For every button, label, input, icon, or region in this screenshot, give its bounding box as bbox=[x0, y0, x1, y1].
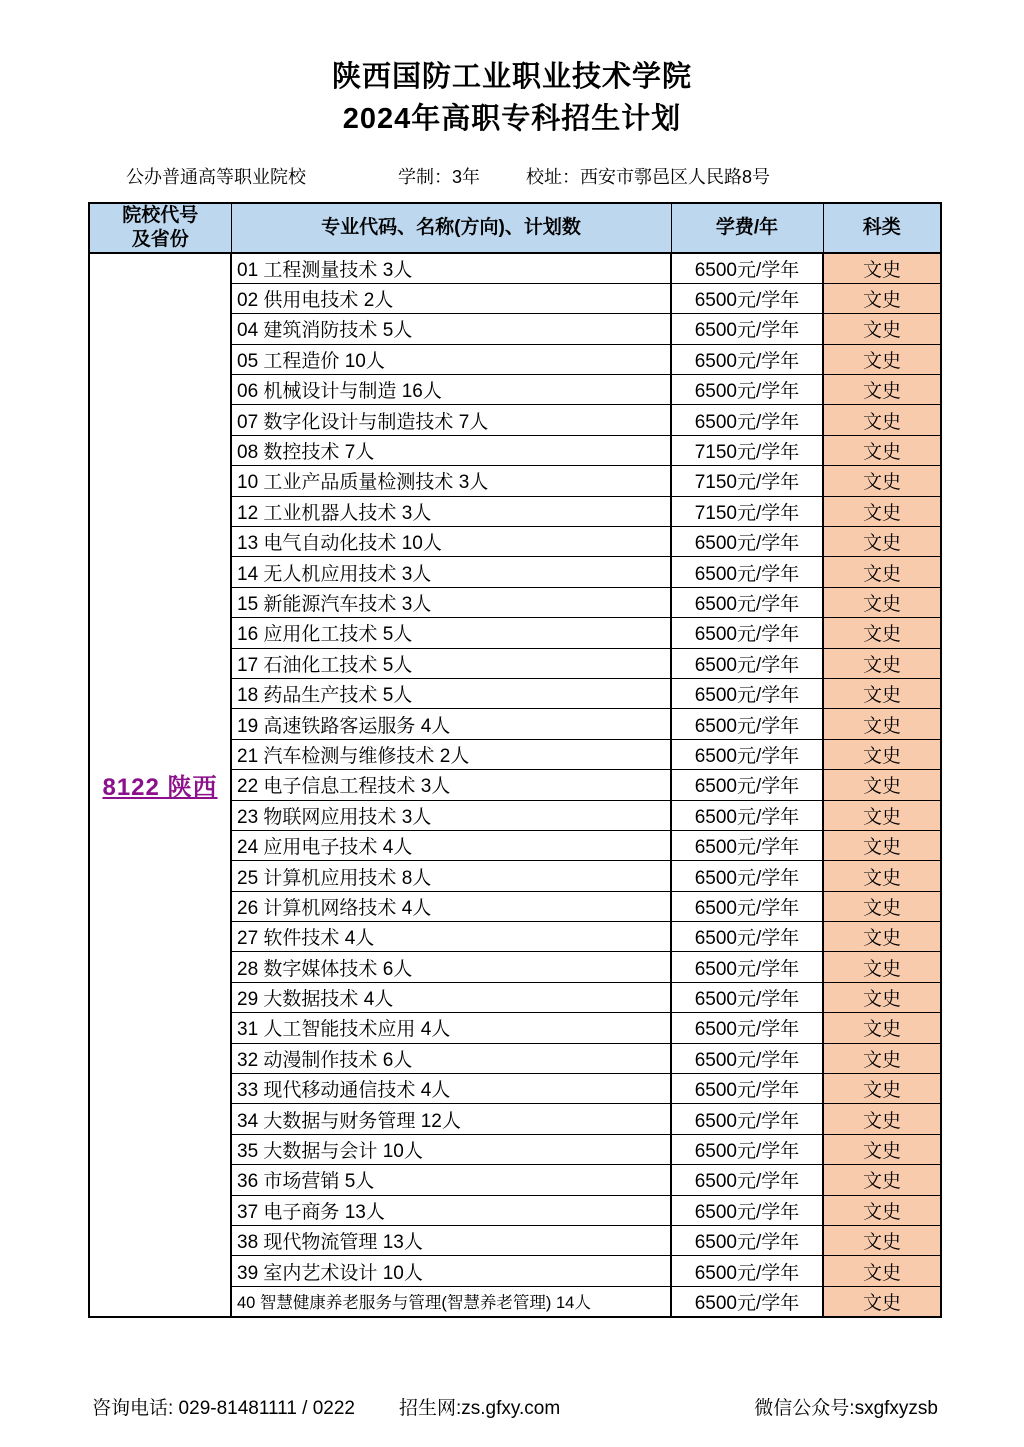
column-header-major: 专业代码、名称(方向)、计划数 bbox=[231, 203, 671, 253]
fee-cell: 6500元/学年 bbox=[671, 314, 823, 344]
major-cell: 19 高速铁路客运服务 4人 bbox=[231, 709, 671, 739]
major-cell: 22 电子信息工程技术 3人 bbox=[231, 770, 671, 800]
school-info-line bbox=[126, 165, 1024, 189]
fee-cell: 6500元/学年 bbox=[671, 527, 823, 557]
category-cell: 文史 bbox=[823, 1134, 941, 1164]
major-cell: 18 药品生产技术 5人 bbox=[231, 678, 671, 708]
major-cell: 05 工程造价 10人 bbox=[231, 344, 671, 374]
major-cell: 39 室内艺术设计 10人 bbox=[231, 1256, 671, 1286]
major-cell: 04 建筑消防技术 5人 bbox=[231, 314, 671, 344]
major-cell: 12 工业机器人技术 3人 bbox=[231, 496, 671, 526]
fee-cell: 6500元/学年 bbox=[671, 678, 823, 708]
major-cell: 32 动漫制作技术 6人 bbox=[231, 1043, 671, 1073]
major-cell: 10 工业产品质量检测技术 3人 bbox=[231, 466, 671, 496]
fee-cell: 6500元/学年 bbox=[671, 587, 823, 617]
fee-cell: 6500元/学年 bbox=[671, 557, 823, 587]
category-cell: 文史 bbox=[823, 861, 941, 891]
major-cell: 17 石油化工技术 5人 bbox=[231, 648, 671, 678]
major-cell: 36 市场营销 5人 bbox=[231, 1165, 671, 1195]
category-cell: 文史 bbox=[823, 709, 941, 739]
major-cell: 01 工程测量技术 3人 bbox=[231, 253, 671, 283]
page-footer bbox=[92, 1393, 938, 1420]
category-cell: 文史 bbox=[823, 1043, 941, 1073]
fee-cell: 6500元/学年 bbox=[671, 709, 823, 739]
school-address-label: 校址：西安市鄠邑区人民路8号 bbox=[526, 167, 771, 187]
fee-cell: 6500元/学年 bbox=[671, 1104, 823, 1134]
fee-cell: 6500元/学年 bbox=[671, 952, 823, 982]
category-cell: 文史 bbox=[823, 435, 941, 465]
major-cell: 06 机械设计与制造 16人 bbox=[231, 375, 671, 405]
category-cell: 文史 bbox=[823, 678, 941, 708]
major-cell: 08 数控技术 7人 bbox=[231, 435, 671, 465]
fee-cell: 6500元/学年 bbox=[671, 891, 823, 921]
fee-cell: 7150元/学年 bbox=[671, 496, 823, 526]
category-cell: 文史 bbox=[823, 1286, 941, 1316]
category-cell: 文史 bbox=[823, 1226, 941, 1256]
page-title: 陕西国防工业职业技术学院 bbox=[331, 61, 692, 93]
category-cell: 文史 bbox=[823, 1195, 941, 1225]
fee-cell: 6500元/学年 bbox=[671, 861, 823, 891]
category-cell: 文史 bbox=[823, 1256, 941, 1286]
column-header-college-code-line1: 院校代号 bbox=[122, 205, 199, 226]
fee-cell: 6500元/学年 bbox=[671, 405, 823, 435]
title-block bbox=[0, 0, 1024, 140]
table-header-row bbox=[89, 203, 941, 253]
major-cell: 34 大数据与财务管理 12人 bbox=[231, 1104, 671, 1134]
fee-cell: 6500元/学年 bbox=[671, 1074, 823, 1104]
college-code-link[interactable]: 8122 陕西 bbox=[102, 774, 218, 802]
major-cell: 15 新能源汽车技术 3人 bbox=[231, 587, 671, 617]
fee-cell: 6500元/学年 bbox=[671, 922, 823, 952]
school-type-label: 公办普通高等职业院校 bbox=[126, 167, 306, 187]
fee-cell: 7150元/学年 bbox=[671, 435, 823, 465]
column-header-college-code-line2: 及省份 bbox=[131, 229, 189, 250]
fee-cell: 7150元/学年 bbox=[671, 466, 823, 496]
category-cell: 文史 bbox=[823, 527, 941, 557]
category-cell: 文史 bbox=[823, 557, 941, 587]
fee-cell: 6500元/学年 bbox=[671, 375, 823, 405]
major-cell: 14 无人机应用技术 3人 bbox=[231, 557, 671, 587]
major-cell: 29 大数据技术 4人 bbox=[231, 982, 671, 1012]
admission-plan-table bbox=[88, 202, 942, 1318]
category-cell: 文史 bbox=[823, 891, 941, 921]
fee-cell: 6500元/学年 bbox=[671, 283, 823, 313]
fee-cell: 6500元/学年 bbox=[671, 1286, 823, 1316]
admission-website: 招生网:zs.gfxy.com bbox=[399, 1398, 561, 1419]
category-cell: 文史 bbox=[823, 253, 941, 283]
category-cell: 文史 bbox=[823, 1074, 941, 1104]
category-cell: 文史 bbox=[823, 283, 941, 313]
fee-cell: 6500元/学年 bbox=[671, 800, 823, 830]
major-cell: 27 软件技术 4人 bbox=[231, 922, 671, 952]
category-cell: 文史 bbox=[823, 375, 941, 405]
category-cell: 文史 bbox=[823, 496, 941, 526]
category-cell: 文史 bbox=[823, 618, 941, 648]
fee-cell: 6500元/学年 bbox=[671, 1165, 823, 1195]
fee-cell: 6500元/学年 bbox=[671, 830, 823, 860]
major-cell: 23 物联网应用技术 3人 bbox=[231, 800, 671, 830]
major-cell: 31 人工智能技术应用 4人 bbox=[231, 1013, 671, 1043]
fee-cell: 6500元/学年 bbox=[671, 648, 823, 678]
category-cell: 文史 bbox=[823, 770, 941, 800]
major-cell: 28 数字媒体技术 6人 bbox=[231, 952, 671, 982]
major-cell: 07 数字化设计与制造技术 7人 bbox=[231, 405, 671, 435]
fee-cell: 6500元/学年 bbox=[671, 1226, 823, 1256]
major-cell: 25 计算机应用技术 8人 bbox=[231, 861, 671, 891]
fee-cell: 6500元/学年 bbox=[671, 1195, 823, 1225]
wechat-account: 微信公众号:sxgfxyzsb bbox=[754, 1398, 938, 1419]
category-cell: 文史 bbox=[823, 1013, 941, 1043]
category-cell: 文史 bbox=[823, 314, 941, 344]
major-cell: 16 应用化工技术 5人 bbox=[231, 618, 671, 648]
category-cell: 文史 bbox=[823, 344, 941, 374]
major-cell: 37 电子商务 13人 bbox=[231, 1195, 671, 1225]
category-cell: 文史 bbox=[823, 800, 941, 830]
fee-cell: 6500元/学年 bbox=[671, 1043, 823, 1073]
column-header-fee: 学费/年 bbox=[671, 203, 823, 253]
category-cell: 文史 bbox=[823, 405, 941, 435]
major-cell: 38 现代物流管理 13人 bbox=[231, 1226, 671, 1256]
category-cell: 文史 bbox=[823, 739, 941, 769]
category-cell: 文史 bbox=[823, 1165, 941, 1195]
contact-phone: 咨询电话: 029-81481111 / 0222 bbox=[92, 1398, 355, 1419]
page-subtitle: 2024年高职专科招生计划 bbox=[342, 103, 682, 135]
major-cell: 35 大数据与会计 10人 bbox=[231, 1134, 671, 1164]
study-duration-label: 学制：3年 bbox=[398, 167, 481, 187]
category-cell: 文史 bbox=[823, 982, 941, 1012]
fee-cell: 6500元/学年 bbox=[671, 253, 823, 283]
major-cell: 33 现代移动通信技术 4人 bbox=[231, 1074, 671, 1104]
category-cell: 文史 bbox=[823, 466, 941, 496]
category-cell: 文史 bbox=[823, 648, 941, 678]
major-cell: 24 应用电子技术 4人 bbox=[231, 830, 671, 860]
column-header-college-code bbox=[89, 203, 231, 253]
fee-cell: 6500元/学年 bbox=[671, 618, 823, 648]
category-cell: 文史 bbox=[823, 922, 941, 952]
fee-cell: 6500元/学年 bbox=[671, 982, 823, 1012]
category-cell: 文史 bbox=[823, 1104, 941, 1134]
major-cell: 02 供用电技术 2人 bbox=[231, 283, 671, 313]
table-row bbox=[89, 253, 941, 283]
fee-cell: 6500元/学年 bbox=[671, 344, 823, 374]
column-header-category: 科类 bbox=[823, 203, 941, 253]
major-cell: 21 汽车检测与维修技术 2人 bbox=[231, 739, 671, 769]
major-cell: 40 智慧健康养老服务与管理(智慧养老管理) 14人 bbox=[231, 1286, 671, 1316]
category-cell: 文史 bbox=[823, 952, 941, 982]
fee-cell: 6500元/学年 bbox=[671, 1013, 823, 1043]
fee-cell: 6500元/学年 bbox=[671, 739, 823, 769]
fee-cell: 6500元/学年 bbox=[671, 1256, 823, 1286]
category-cell: 文史 bbox=[823, 830, 941, 860]
college-code-cell bbox=[89, 253, 231, 1317]
fee-cell: 6500元/学年 bbox=[671, 1134, 823, 1164]
category-cell: 文史 bbox=[823, 587, 941, 617]
major-cell: 26 计算机网络技术 4人 bbox=[231, 891, 671, 921]
fee-cell: 6500元/学年 bbox=[671, 770, 823, 800]
major-cell: 13 电气自动化技术 10人 bbox=[231, 527, 671, 557]
